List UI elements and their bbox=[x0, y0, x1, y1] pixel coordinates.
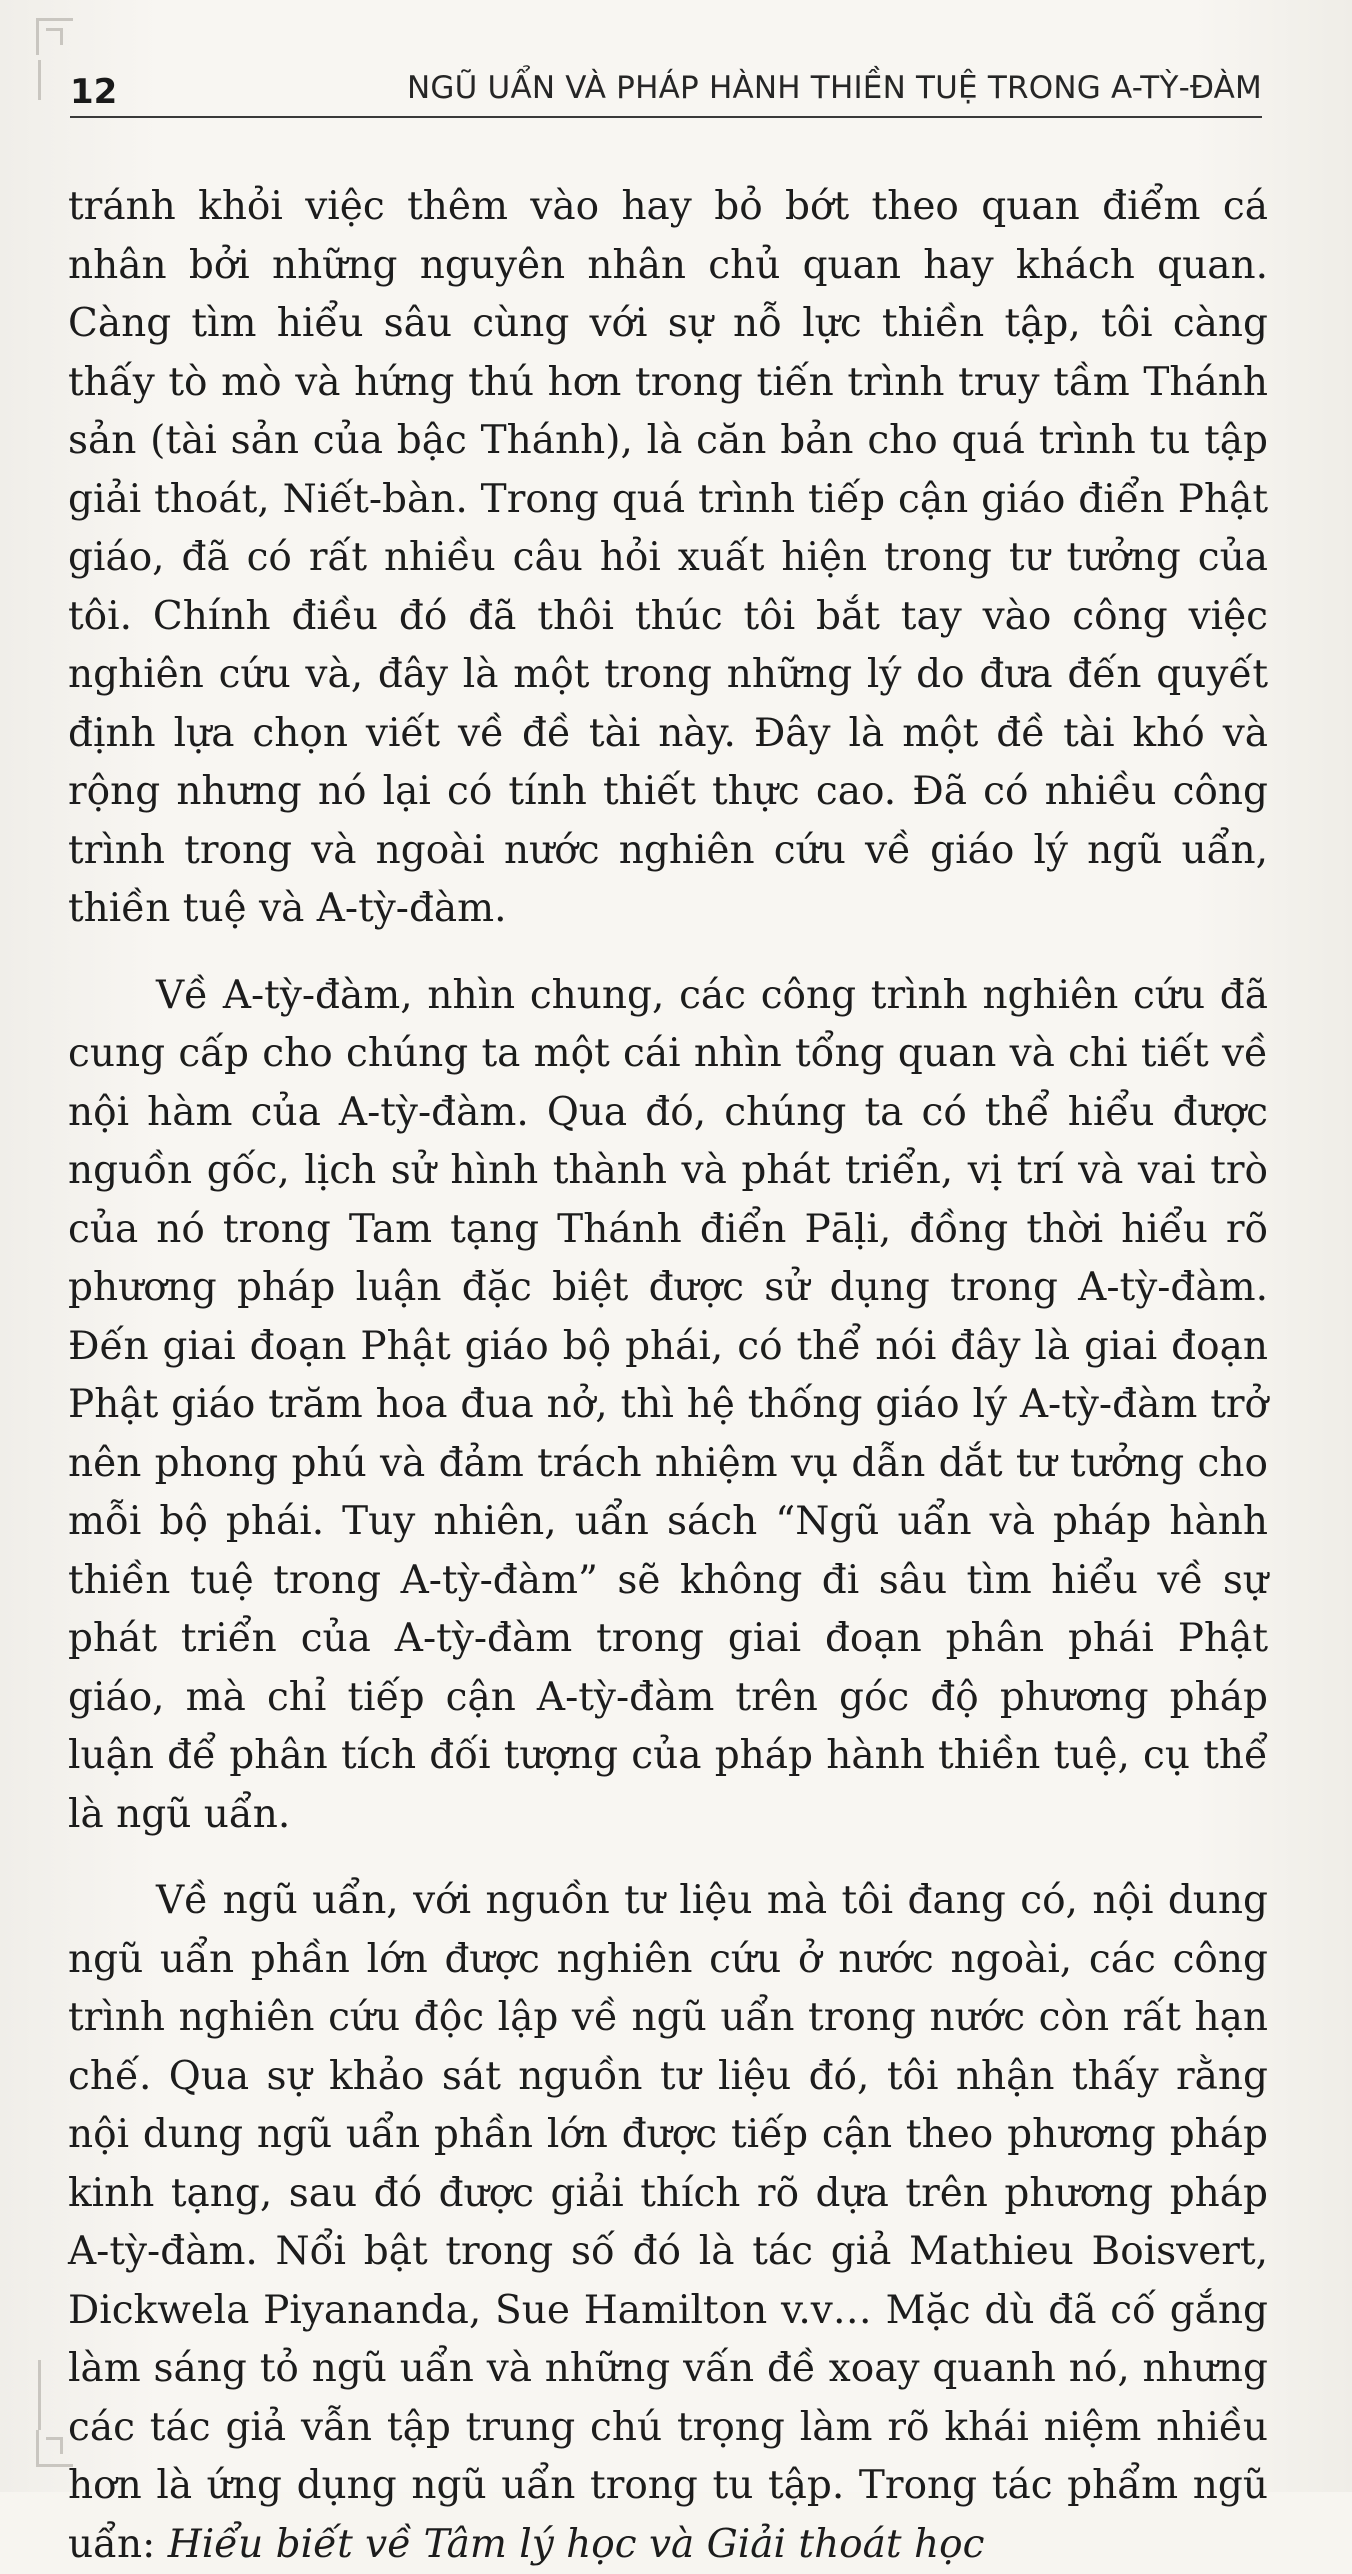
page-number: 12 bbox=[70, 72, 118, 112]
body-text bbox=[68, 178, 1268, 2574]
paragraph-2: Về A-tỳ-đàm, nhìn chung, các công trình nghiên cứu đã cung cấp cho chúng ta một cái nhìn tổng quan và chi tiết về nội hàm của A-tỳ-đàm. Qua đó, chúng ta có thể hiểu được nguồn gốc, lịch sử hình thành và phát triển, vị trí và vai trò của nó trong Tam tạng Thánh điển Pāḷi, đồng thời hiểu rõ phương pháp luận đặc biệt được sử dụng trong A-tỳ-đàm. Đến giai đoạn Phật giáo bộ phái, có thể nói đây là giai đoạn Phật giáo trăm hoa đua nở, thì hệ thống giáo lý A-tỳ-đàm trở nên phong phú và đảm trách nhiệm vụ dẫn dắt tư tưởng cho mỗi bộ phái. Tuy nhiên, uẩn sách “Ngũ uẩn và pháp hành thiền tuệ trong A-tỳ-đàm” sẽ không đi sâu tìm hiểu về sự phát triển của A-tỳ-đàm trong giai đoạn phân phái Phật giáo, mà chỉ tiếp cận A-tỳ-đàm trên góc độ phương pháp luận để phân tích đối tượng của pháp hành thiền tuệ, cụ thể là ngũ uẩn. bbox=[68, 972, 1268, 1837]
ornament-rail-top bbox=[38, 60, 41, 100]
italic-book-title: Hiểu biết về Tâm lý học và Giải thoát học bbox=[167, 2521, 985, 2567]
page-header bbox=[70, 58, 1262, 118]
header-rule bbox=[70, 116, 1262, 118]
greek-key-ornament-top bbox=[36, 18, 73, 55]
paragraph-3 bbox=[68, 1872, 1268, 2574]
paragraph-3-text: Về ngũ uẩn, với nguồn tư liệu mà tôi đang có, nội dung ngũ uẩn phần lớn được nghiên cứu ở nước ngoài, các công trình nghiên cứu độc lập về ngũ uẩn trong nước còn rất hạn chế. Qua sự khảo sát nguồn tư liệu đó, tôi nhận thấy rằng nội dung ngũ uẩn phần lớn được tiếp cận theo phương pháp kinh tạng, sau đó được giải thích rõ dựa trên phương pháp A-tỳ-đàm. Nổi bật trong số đó là tác giả Mathieu Boisvert, Dickwela Piyananda, Sue Hamilton v.v… Mặc dù đã cố gắng làm sáng tỏ ngũ uẩn và những vấn đề xoay quanh nó, nhưng các tác giả vẫn tập trung chú trọng làm rõ khái niệm nhiều hơn là ứng dụng ngũ uẩn trong tu tập. Trong tác phẩm ngũ uẩn: bbox=[68, 1878, 1268, 2567]
paragraph-1: tránh khỏi việc thêm vào hay bỏ bớt theo quan điểm cá nhân bởi những nguyên nhân chủ quan hay khách quan. Càng tìm hiểu sâu cùng với sự nỗ lực thiền tập, tôi càng thấy tò mò và hứng thú hơn trong tiến trình truy tầm Thánh sản (tài sản của bậc Thánh), là căn bản cho quá trình tu tập giải thoát, Niết-bàn. Trong quá trình tiếp cận giáo điển Phật giáo, đã có rất nhiều câu hỏi xuất hiện trong tư tưởng của tôi. Chính điều đó đã thôi thúc tôi bắt tay vào công việc nghiên cứu và, đây là một trong những lý do đưa đến quyết định lựa chọn viết về đề tài này. Đây là một đề tài khó và rộng nhưng nó lại có tính thiết thực cao. Đã có nhiều công trình trong và ngoài nước nghiên cứu về giáo lý ngũ uẩn, thiền tuệ và A-tỳ-đàm. bbox=[68, 184, 1268, 931]
ornament-rail-bottom bbox=[38, 2360, 41, 2430]
running-title: NGŨ UẨN VÀ PHÁP HÀNH THIỀN TUỆ TRONG A-TỲ-ĐÀM bbox=[407, 70, 1262, 106]
